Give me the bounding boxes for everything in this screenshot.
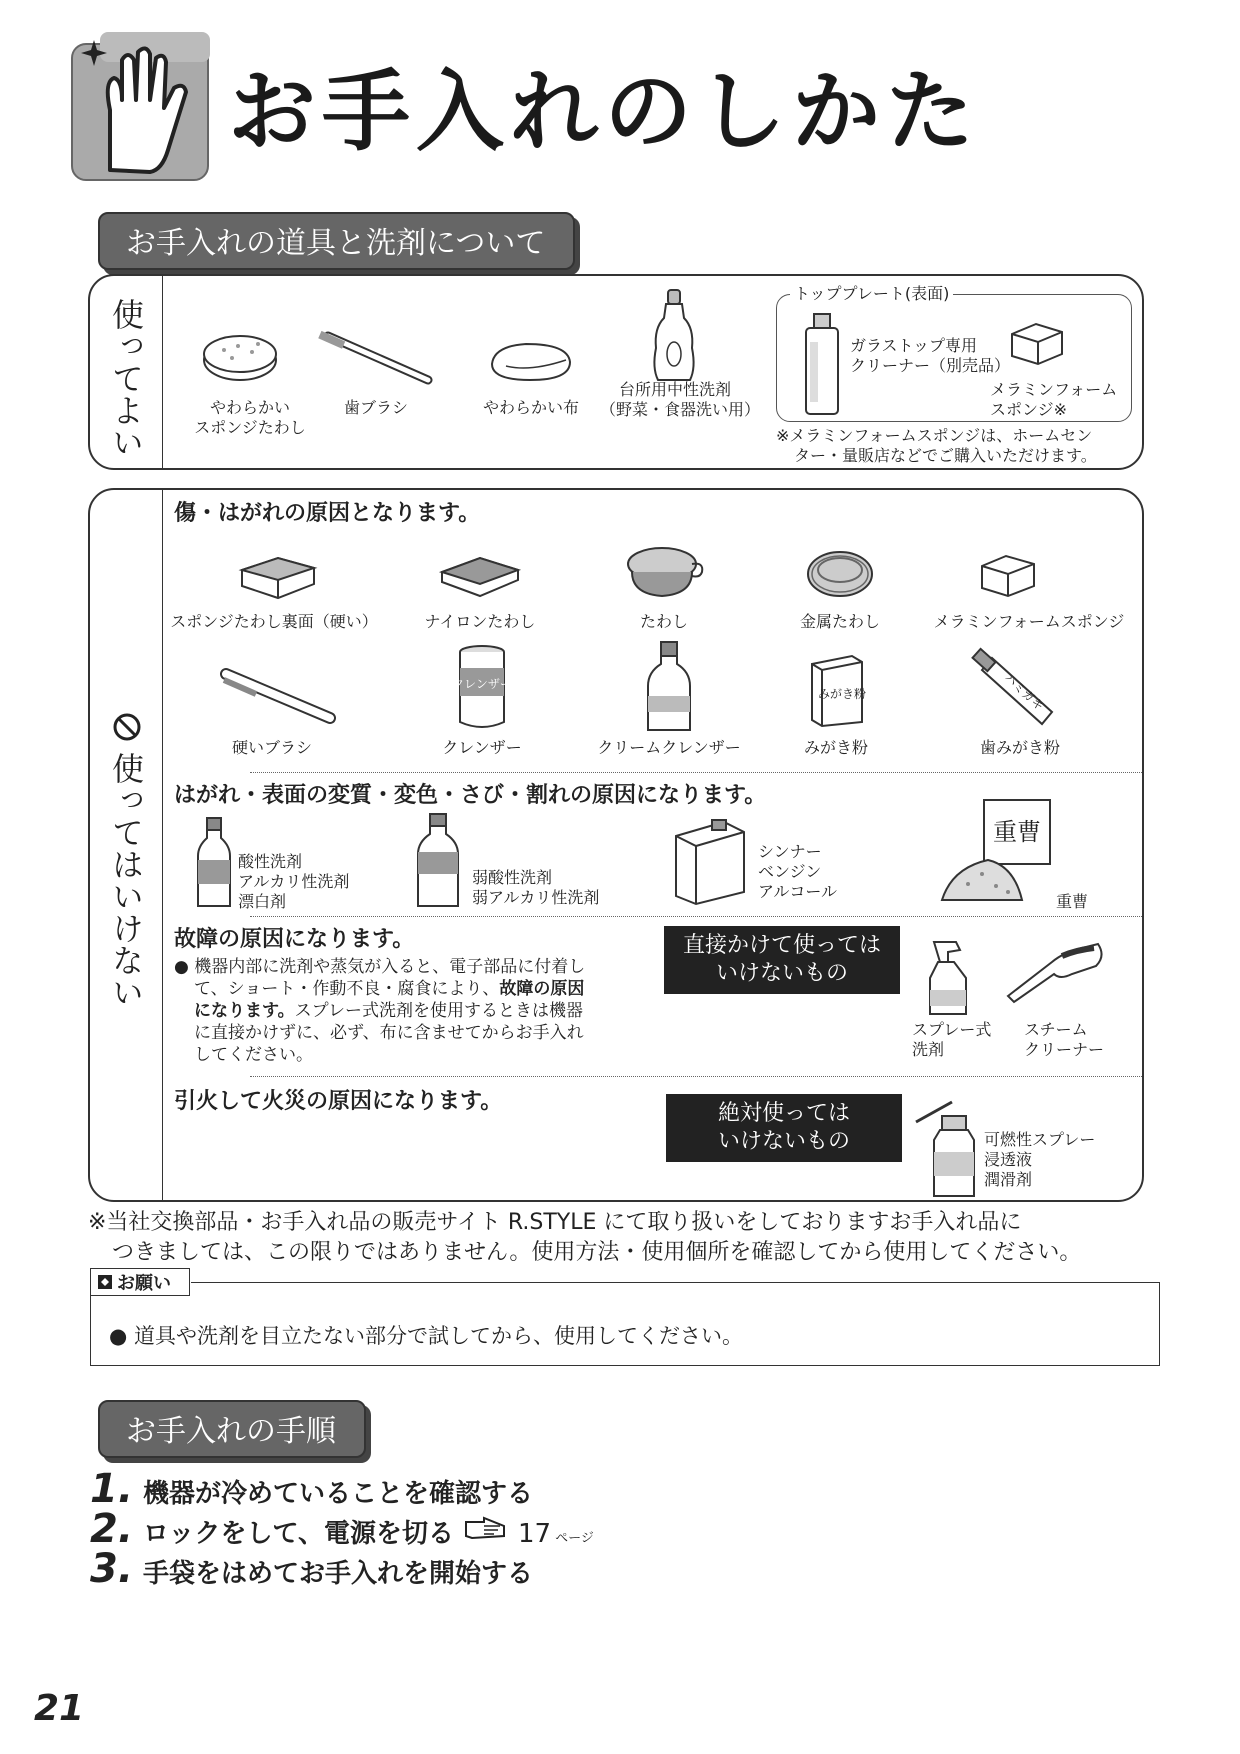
baking-soda-box-text: 重曹 — [993, 818, 1041, 846]
spray-detergent-label: スプレー式 — [912, 1020, 992, 1039]
step-3 — [90, 1546, 533, 1592]
step-2-page-ref: 17 — [518, 1519, 552, 1549]
page-title: お手入れのしかた — [228, 59, 981, 163]
cleanser-can-text: クレンザー — [452, 677, 512, 691]
top-plate-title: トッププレート(表面) — [790, 284, 953, 304]
step-2-page-unit: ページ — [555, 1531, 594, 1546]
rstyle-note-2: つきましては、この限りではありません。使用方法・使用個所を確認してから使用してください。 — [112, 1240, 1082, 1265]
bleach-label: 漂白剤 — [238, 892, 287, 911]
step-1-number: 1. — [90, 1466, 134, 1512]
melamine-footnote-2: ター・量販店などでご購入いただけます。 — [794, 446, 1097, 465]
step-2-text: ロックをして、電源を切る — [143, 1519, 454, 1549]
glass-cleaner-label-2: クリーナー（別売品） — [850, 356, 1011, 375]
hard-brush-label: 硬いブラシ — [231, 738, 312, 757]
ng-side-label: 使ってはいけない — [107, 752, 145, 1008]
lubricant-label: 潤滑剤 — [984, 1170, 1033, 1189]
benzine-label: ベンジン — [758, 862, 822, 881]
polishing-powder-label: みがき粉 — [803, 738, 868, 757]
detergent-label-2: （野菜・食器洗い用） — [600, 400, 761, 419]
cream-cleanser-label: クリームクレンザー — [597, 738, 741, 757]
ng-box — [88, 488, 1144, 1202]
baking-soda-label: 重曹 — [1056, 892, 1089, 911]
penetrating-oil-label: 浸透液 — [984, 1150, 1033, 1169]
steam-cleaner-label: スチーム — [1024, 1020, 1088, 1039]
baking-soda-icon — [938, 796, 1058, 906]
cleanser-can-icon — [452, 644, 512, 730]
steam-cleaner-icon — [1002, 936, 1106, 1004]
melamine-label: メラミンフォーム — [990, 380, 1118, 399]
thinner-label: シンナー — [758, 842, 822, 861]
fire-heading: 引火して火災の原因になります。 — [174, 1089, 503, 1114]
request-icon — [97, 1274, 113, 1290]
never-use-warning: 絶対使っては いけないもの — [666, 1094, 902, 1162]
pointing-hand-icon — [464, 1516, 508, 1542]
step-3-text: 手袋をはめてお手入れを開始する — [143, 1559, 534, 1589]
toothpaste-text: ハミガキ — [1001, 670, 1047, 714]
request-box — [90, 1273, 1160, 1366]
melamine-sponge-ng-label: メラミンフォームスポンジ — [933, 612, 1125, 631]
nylon-scrubber-label: ナイロンたわし — [424, 612, 536, 631]
weak-alkaline-detergent-label: 弱アルカリ性洗剤 — [472, 888, 600, 907]
ok-box — [88, 274, 1144, 470]
toothbrush-label: 歯ブラシ — [343, 398, 408, 417]
toothbrush-icon — [316, 328, 436, 388]
cloth-icon — [486, 336, 576, 386]
polishing-powder-box-icon — [808, 650, 866, 728]
cloth-label: やわらかい布 — [482, 398, 579, 417]
request-text: ● 道具や洗剤を目立たない部分で試してから、使用してください。 — [109, 1324, 743, 1348]
malfunction-heading: 故障の原因になります。 — [174, 927, 415, 952]
hard-sponge-icon — [238, 550, 318, 602]
prohibited-icon — [112, 712, 142, 742]
acid-detergent-bottle-icon — [196, 816, 232, 910]
tools-section-label: お手入れの道具と洗剤について — [98, 212, 575, 270]
hard-brush-icon — [216, 668, 336, 728]
step-2-number: 2. — [90, 1506, 134, 1552]
procedure-section-label: お手入れの手順 — [98, 1400, 366, 1458]
melamine-footnote: ※メラミンフォームスポンジは、ホームセン — [776, 426, 1093, 445]
toothpaste-label: 歯みがき粉 — [979, 738, 1060, 757]
melamine-label-2: スポンジ※ — [990, 400, 1068, 419]
polishing-powder-box-text: みがき粉 — [817, 687, 867, 701]
detergent-label: 台所用中性洗剤 — [618, 380, 731, 399]
scratch-heading: 傷・はがれの原因となります。 — [174, 501, 481, 526]
acid-detergent-label: 酸性洗剤 — [238, 852, 303, 871]
request-label: お願い — [117, 1273, 171, 1294]
steel-wool-icon — [804, 544, 876, 600]
discolor-heading: はがれ・表面の変質・変色・さび・割れの原因になります。 — [174, 783, 767, 808]
hard-sponge-label: スポンジたわし裏面（硬い） — [170, 612, 378, 631]
nylon-scrubber-icon — [438, 552, 522, 602]
glass-cleaner-label: ガラストップ専用 — [850, 336, 978, 355]
spray-detergent-label-2: 洗剤 — [912, 1040, 945, 1059]
cream-cleanser-bottle-icon — [644, 640, 694, 734]
sponge-label-2: スポンジたわし — [194, 418, 306, 437]
toothpaste-icon — [972, 650, 1062, 730]
step-1-text: 機器が冷めていることを確認する — [143, 1479, 534, 1509]
weak-acid-detergent-bottle-icon — [416, 812, 460, 910]
spray-detergent-icon — [926, 938, 970, 1018]
alkaline-detergent-label: アルカリ性洗剤 — [238, 872, 350, 891]
flammable-spray-label: 可燃性スプレー — [984, 1130, 1096, 1149]
sponge-label: やわらかい — [209, 398, 290, 417]
glass-cleaner-bottle-icon — [802, 312, 842, 416]
steel-wool-label: 金属たわし — [799, 612, 880, 631]
solvent-container-icon — [672, 816, 748, 906]
scrubbing-brush-label: たわし — [639, 612, 688, 631]
cleanser-label: クレンザー — [442, 738, 522, 757]
ok-side-label: 使ってよい — [107, 298, 145, 458]
sponge-icon — [198, 328, 282, 384]
hand-care-icon — [70, 30, 210, 182]
step-3-number: 3. — [90, 1546, 134, 1592]
rstyle-note: ※当社交換部品・お手入れ品の販売サイト R.STYLE にて取り扱いをしておりますお手入れ品に — [88, 1210, 1022, 1235]
detergent-bottle-icon — [650, 288, 698, 384]
flammable-spray-can-icon — [912, 1096, 982, 1200]
malfunction-text: ● 機器内部に洗剤や蒸気が入ると、電子部品に付着し て、ショート・作動不良・腐食により、故障の原因 になります。スプレー式洗剤を使用するときは機器 に直接かけずに、必ず、布に含ませてからお手入れ してください。 — [174, 957, 586, 1065]
steam-cleaner-label-2: クリーナー — [1024, 1040, 1105, 1059]
alcohol-label: アルコール — [758, 882, 838, 901]
melamine-sponge-ng-icon — [978, 552, 1038, 600]
page-number: 21 — [34, 1688, 85, 1729]
scrubbing-brush-icon — [622, 542, 706, 602]
melamine-sponge-icon — [1008, 320, 1066, 366]
weak-acid-detergent-label: 弱酸性洗剤 — [472, 868, 553, 887]
direct-spray-warning: 直接かけて使っては いけないもの — [664, 926, 900, 994]
